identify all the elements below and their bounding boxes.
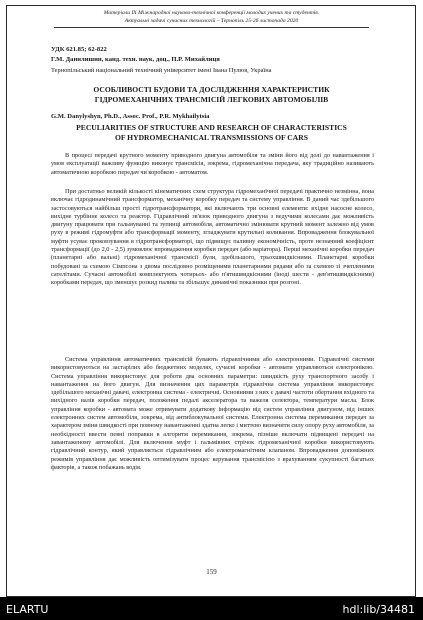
footer-repository-name: ELARTU bbox=[6, 603, 49, 616]
authors-ua: Г.М. Данилишин, канд. техн. наук, доц., П.Р. Михайлиця bbox=[51, 56, 220, 63]
title-en-line1: PECULIARITIES OF STRUCTURE AND RESEARCH OF CHARACTERISTICS bbox=[76, 123, 347, 132]
title-ua-line1: ОСОБЛИВОСТІ БУДОВИ ТА ДОСЛІДЖЕННЯ ХАРАКТЕРИСТИК bbox=[93, 85, 330, 94]
page-number: 159 bbox=[206, 568, 217, 576]
paragraph-3: Система управління автоматичних трансмісій бувають гідравлічними або електронними. Гідравлічні системи використовуються на застарілих або бюджетних моделях, сучасні коробки - автомати управляються електронікою. Система управління використовує для роботи два основних параметри: швидкість руху транспортного засобу і навантаження на його двигун. Для визначення цих параметрів гідравлічна система управління використовує здебільшого механічні давачі, електронна система - електричні. Основними з них є давачі частоти обертання вхідного та вихідного валів коробки передач, положення педалі акселератора та важеля селектора, температури масла. Блок управління коробки - автомата може отримувати додаткову інформацію від систем управління двигуном, від інших електронних систем автомобіля, зокрема, від антиблокувальної системи. Електронна система перемикання передач за характером зміни швидкості при повному навантаженні здатна легко і миттєво визначити силу опору руху автомобіля, за необхідності ввести певні поправки в алгоритм перемикання, зокрема, пізніше включати підвищені передачі на завантаженому автомобілі. Для включення муфт і гальмівних стрічок гідромеханічної коробки використовують гідравлічний контур, який управляється гідравлічним або електромагнітним клапаном. Впровадження допоміжних режимів управління дає можливість оптимізувати процес керування трансмісією з врахуванням сукупності багатьох факторів, а також побажань водія. bbox=[51, 356, 374, 471]
title-ua-line2: ГІДРОМЕХАНІЧНИХ ТРАНСМІСІЙ ЛЕГКОВИХ АВТОМОБІЛІВ bbox=[94, 95, 329, 104]
title-en-line2: OF HYDROMECHANICAL TRANSMISSIONS OF CARS bbox=[115, 133, 308, 142]
affiliation-ua: Тернопільський національний технічний університет імені Івана Пулюя, Україна bbox=[51, 67, 272, 74]
authors-en: G.M. Danylyshyn, Ph.D., Assoc. Prof., P.R. Mykhailytsia bbox=[51, 113, 210, 120]
footer-handle-link[interactable]: hdl:lib/34481 bbox=[342, 603, 415, 616]
conference-header-line1: Матеріали IX Міжнародної науково-технічної конференції молодих учених та студентів. bbox=[103, 10, 320, 16]
repository-footer bbox=[0, 597, 423, 620]
paragraph-1: В процесі передачі крутного моменту приводного двигуна автомобіля та зміни його від долі до навантаження і умов експлуатації важливу функцію виконує трансмісія, зокрема, гідромеханічна передача, яку традиційно називають автоматичною коробкою передач чи коробкою - автоматом. bbox=[51, 152, 374, 176]
paragraph-2: При достатньо великій кількості кінематичних схем структура гідромеханічної передачі практично незмінна, вона включає гідродинамічний трансформатор, механічну коробку передач та систему управління. В даний час здебільшого застосовуються найбільш прості гідротрансформатори, які включають три основні елементи: вхідне насосне колесо, вихідне турбінне колесо та реактор. Гідравлічний зв'язок приводного двигуна з ведучими колесами дає можливість двигуну працювати при гальмуванні та зупинці автомобіля, автоматично змінювати крутний момент залежно від умов руху в режимі гідромуфти або трансформації моменту, згладжувати крутильні коливання. Впровадження блокувальної муфти усуває проковзування в гідротрансформаторі, що підвищує паливну економічність, проте незначний коефіцієнт трансформації (до 2,0 - 2,5) зумовлює впровадження коробки передач (або варіатора). Перші механічні коробки передач (планетарні або вальні) гідромеханічної трансмісії були, здебільшого, трьохшвидкісними. Планетарні коробки побудовані за схемою Сімпсона з двома послідовно розміщеними планетарними рядами або за схемою зі зчепленими сателітами. Сучасні автомобілі комплектують чотирьох- або п'ятишвидкісними (іноді шести - дев'ятишвидкісними) коробками передач, що зменшує розкид палива та збільшує динамічні показники при розгоні. bbox=[51, 188, 374, 287]
udc-code: УДК 621.85; 62-822 bbox=[51, 46, 107, 53]
header-rule bbox=[54, 27, 369, 28]
conference-header-line2: Актуальні задачі сучасних технологій – Тернопіль 25-26 листопада 2020 bbox=[124, 18, 299, 24]
